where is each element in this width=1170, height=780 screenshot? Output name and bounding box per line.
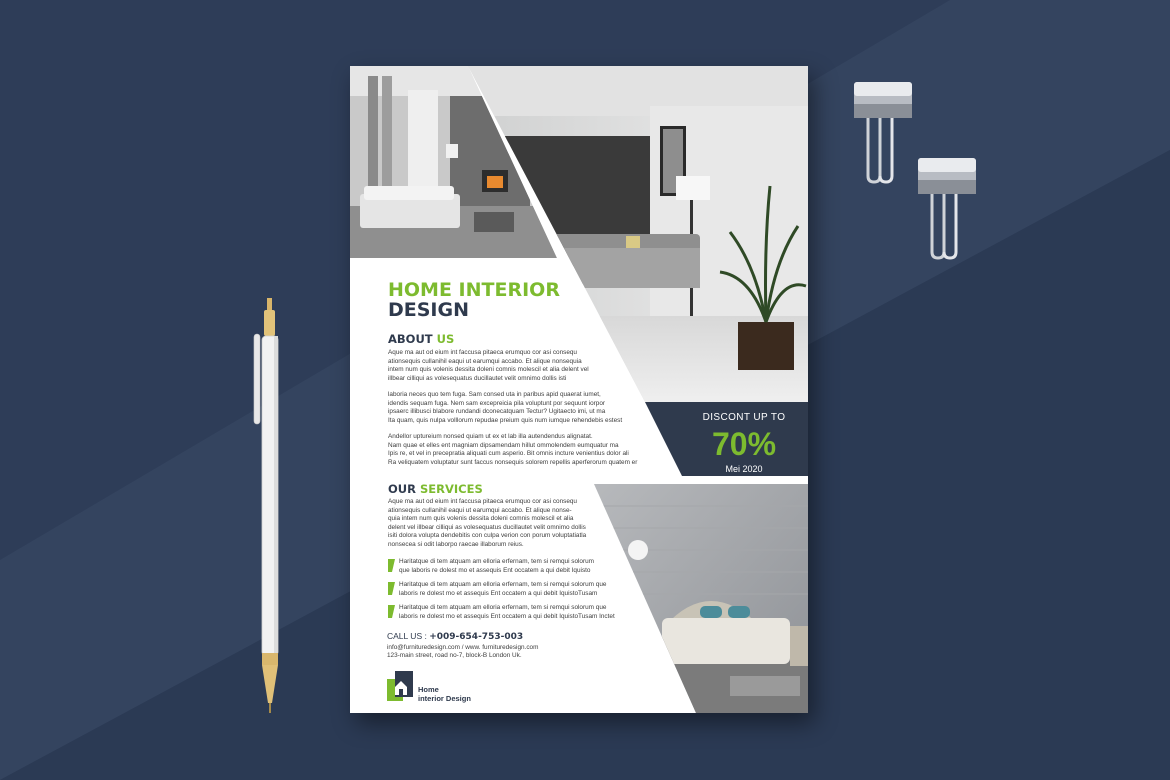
house-logo-icon bbox=[387, 671, 413, 701]
flyer-title bbox=[388, 280, 560, 320]
discount-block bbox=[680, 412, 808, 474]
discount-date: Mei 2020 bbox=[725, 464, 763, 474]
discount-value: 70% bbox=[711, 426, 777, 462]
title-line-2: DESIGN bbox=[388, 299, 470, 321]
services-paragraph: Aque ma aut od eium int faccusa pitaeca erumquo cor asi consequ ationsequis cullanihil eaqui ut earumqui accabo. Et alique nonse- quia intem num quis volenis dessita doleni comnis molescil et alia delent vel illbear cilliqui as volesequatus ducillautet velit omnimo dollis isiti dolora volupta dendebitis con culpa verion con porum voluptatiatla nonsecea si odit laborpo raecae illaborum reius. bbox=[388, 498, 587, 548]
email-web: info@furnituredesign.com / www. furnituredesign.com bbox=[387, 644, 539, 651]
contact-line: CALL US : +009-654-753-003 bbox=[387, 631, 524, 642]
phone-number: +009-654-753-003 bbox=[429, 632, 524, 642]
binder-clip-icon bbox=[912, 154, 982, 264]
contact-details bbox=[387, 644, 538, 661]
binder-clip-icon bbox=[848, 78, 918, 188]
about-paragraph-2: laboria neces quo tem fuga. Sam consed uta in paribus apid quaerat iumet, idendis sequam fuga. Nem sam excepreicia pila voluptunt por sequunt iorpor ipsaerc illibusci blabore rundandi dconecatquam Tectur? Ugitaecto imi, ut ma Ita quam, quis nulpa volllorum repudae preium quis num iumque rehendebis estest bbox=[388, 391, 623, 424]
about-heading: ABOUT US bbox=[388, 332, 455, 346]
flyer: HOME INTERIOR DESIGN ABOUT US Aque ma aut od eium int faccusa pitaeca erumquo cor asi consequ ationsequis cullanihil eaqui ut earumqui accabo. Et alique nonsequia intem num quis volenis dessita doleni comnis molescil et alia delent vel illbear cilliqui as volesequatus ducillautet velit omnimo dollis isti laboria neces quo tem fuga. Sam consed uta in paribus apid quaerat iumet, idendis sequam fuga. Nem sam excepreicia pila voluptunt por sequunt iorpor ipsaerc illibusci blabore rundandi dconecatquam Tectur? Ugitaecto imi, ut ma Ita quam, quis nulpa volllorum repudae preium quis num iumque rehendebis estest Andellor uptureium nonsed quiam ut ex et lab illa autendendus alignatat. Nam quae et elles ent magniam dipsamendam hillut ommolendem eumquatur ma Ipis re, et vel in precepratia aliquati cum asperio. Bit omnis incture venientius dolor ali Ra veliquatem voluptatur sunt faccus nonsequis solorem repellis aperferorum quatem er OUR SERVICES Aque ma aut od eium int faccusa pitaeca erumquo cor asi consequ ationsequis cullanihil eaqui ut earumqui accabo. Et alique nonse- quia intem num quis volenis dessita doleni comnis molescil et alia delent vel illbear cilliqui as volesequatus ducillautet velit omnimo dollis isiti dolora volupta dendebitis con culpa verion con porum voluptatiatla nonsecea si odit laborpo raecae illaborum reius. Haritatque di tem atquam am elloria erfernam, tem si remqui solorum que laboris re dolest mo et assequis Ent occatem a qui debit Iquisto Haritatque di tem atquam am elloria erfernam, tem si remqui solorum que laboris re dolest mo et assequis Ent occatem a qui debit IquistoTusam Haritatque di tem atquam am elloria erfernam, tem si remqui solorum que laboris re dolest mo et assequis Ent occatem a qui debit IquistoTusam Inctet CALL US : +009-654-753-003 info@furnituredesign.com / www. furnituredesign.com 123-main street, road no-7, block-B London Uk. Home interior Design DISCONT UP TO 70% Mei 2020 bbox=[350, 66, 808, 713]
services-heading: OUR SERVICES bbox=[388, 482, 483, 496]
discount-label: DISCONT UP TO bbox=[702, 412, 786, 423]
about-paragraph-1: Aque ma aut od eium int faccusa pitaeca erumquo cor asi consequ ationsequis cullanihil eaqui ut earumqui accabo. Et alique nonsequia intem num quis volenis dessita doleni comnis molescil et alia delent vel illbear cilliqui as volesequatus ducillautet velit omnimo dollis isti bbox=[388, 349, 589, 382]
bullet-mark-icon bbox=[388, 605, 395, 618]
bedroom-photo bbox=[594, 484, 808, 713]
bullet-mark-icon bbox=[388, 559, 395, 572]
bullet-mark-icon bbox=[388, 582, 395, 595]
about-paragraph-3: Andellor uptureium nonsed quiam ut ex et lab illa autendendus alignatat. Nam quae et elles ent magniam dipsamendam hillut ommolendem eumquatur ma Ipis re, et vel in precepratia aliquati cum asperio. Bit omnis incture venientius dolor ali Ra veliquatem voluptatur sunt faccus nonsequis solorem repellis aperferorum quatem er bbox=[388, 433, 638, 466]
address: 123-main street, road no-7, block-B London Uk. bbox=[387, 652, 522, 660]
pen-icon bbox=[250, 298, 290, 718]
logo-text: Home interior Design bbox=[418, 685, 471, 703]
title-line-1: HOME INTERIOR bbox=[388, 279, 560, 301]
